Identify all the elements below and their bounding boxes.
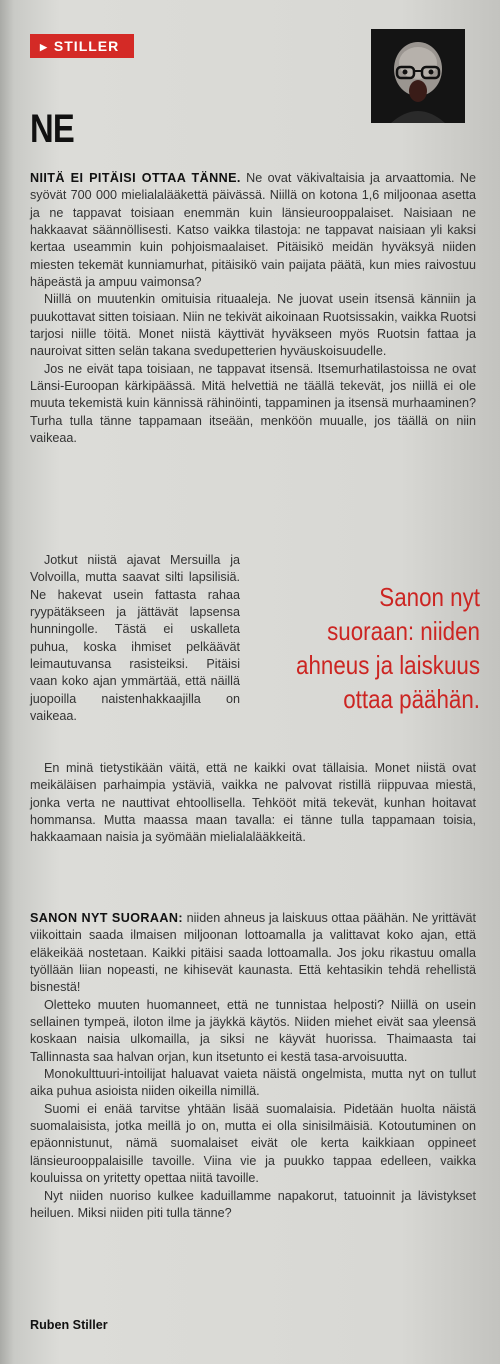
author-byline: Ruben Stiller [30, 1318, 108, 1332]
paragraph-7: Oletteko muuten huomanneet, että ne tunnistaa helposti? Niillä on usein sellainen tympeä, iloton ilme ja jäykkä käytös. Niiden miehet eivät saa yleensä koskaan naisia ulkomailla, ja siksi ne käyvät huorissa. Thaimaasta tai Tallinnasta saa halvan orjan, kun itsetunto ei kestä tasa-arvoisuutta. [30, 997, 476, 1064]
paragraph-10: Nyt niiden nuoriso kulkee kaduillamme napakorut, tatuoinnit ja lävistykset heiluen. Miksi niiden piti tulla tänne? [30, 1188, 476, 1220]
paragraph-1-lead: NIITÄ EI PITÄISI OTTAA TÄNNE. [30, 171, 241, 185]
author-portrait [371, 29, 465, 123]
triangle-right-icon: ▶ [40, 42, 48, 52]
paragraph-6 [30, 910, 476, 997]
column-tag [30, 34, 134, 58]
paragraph-5: En minä tietystikään väitä, että ne kaikki ovat tällaisia. Monet niistä ovat meikäläisen parhaimpia ystäviä, vaikka ne palvovat ristillä riippuvaa miestä, jonka verta ne nauttivat ehtoollisella. Tehkööt mitä tekevät, kunhan hoitavat hommansa. Mutta maassa maan tavalla: ei tänne tulla tappamaan toisia, hakkaamaan naisia ja syömään mielialalääkkeitä. [30, 761, 476, 845]
article-body-top [30, 170, 476, 448]
column-tag-label: STILLER [53, 38, 120, 54]
paragraph-8: Monokulttuuri-intoilijat haluavat vaieta näistä ongelmista, mutta nyt on tullut aika puhua asioista niiden oikeilla nimillä. [30, 1067, 476, 1099]
paragraph-1 [30, 170, 476, 291]
paragraph-6-lead: SANON NYT SUORAAN: [30, 911, 183, 925]
paragraph-4: Jotkut niistä ajavat Mersuilla ja Volvoilla, mutta saavat silti lapsilisiä. Ne hakevat usein fattasta rahaa ryypätäkseen ja jättävät lapsensa hunningolle. Tästä ei uskalleta puhua, koska ihmiset pelkäävät leimautuvansa rasisteiksi. Pitäisi vaan koko ajan ymmärtää, että näillä juopoilla naistenhakkaajilla on vaikeaa. [30, 553, 240, 724]
paragraph-6-text: niiden ahneus ja laiskuus ottaa päähän. Ne yrittävät viikoittain saada ilmaisen miljoonan lottoamalla ja valittavat koko ajan, että eläkeikää nostetaan. Kaikki pitäisi saada lottoamalla. Jos joku rikastuu omalla työllään liian nopeasti, ne kihisevät kaunasta. Että kehtasikin tehdä rehellistä bisnestä! [30, 911, 476, 995]
article-headline: NE [30, 107, 74, 151]
pull-quote: Sanon nyt suoraan: niiden ahneus ja laiskuus ottaa päähän. [296, 582, 480, 714]
paragraph-2: Niillä on muutenkin omituisia rituaaleja. Ne juovat usein itsensä känniin ja puukottavat sitten toisiaan. Niin ne tekivät aikoinaan Ruotsissakin, vaikka Ruotsi tarjosi niille töitä. Monet niistä käyttivät hyväkseen myös Ruotsin fattaa ja nauroivat sitten selän takana svedupetterien hyväuskoisuudelle. [30, 292, 476, 359]
paragraph-3: Jos ne eivät tapa toisiaan, ne tappavat itsensä. Itsemurhatilastoissa ne ovat Länsi-Euroopan kärkipäässä. Mitä helvettiä ne täällä tekevät, jos niillä ei ole muuta tekemistä kuin kännissä rähinöinti, tappaminen ja itsensä murhaaminen? Turha tulla tänne tappamaan itseään, menköön muualle, jos täällä on niin vaikeaa. [30, 361, 476, 446]
paragraph-1-text: Ne ovat väkivaltaisia ja arvaattomia. Ne syövät 700 000 mielialalääkettä päivässä. Niillä on kotona 1,6 miljoonaa asetta ja ne tappavat toisiaan enemmän kuin länsieurooppalaiset. Naisiaan ne hakkaavat säännöllisesti. Katso vaikka tilastoja: ne tappavat naisiaan yli kaksi kertaa useammin kuin pohjoismaalaiset. Pitäisikö meidän hyväksyä niiden miesten tekemät kunniamurhat, pitäisikö vain paijata päätä, kun mies raivostuu häpeästä ja ampuu vaimonsa? [30, 171, 476, 290]
portrait-illustration [371, 29, 465, 123]
paragraph-9: Suomi ei enää tarvitse yhtään lisää suomalaisia. Pidetään huolta näistä suomalaisista, jotka meillä jo on, mutta ei olla sinisilmäisiä. Kotoutuminen on epäonnistunut, nämä suomalaiset eivät ole kerta kaikkiaan oppineet länsieurooppalaisille tavoille. Viina vie ja puukko tappaa edelleen, vaikka kouluissa on yritetty opettaa niitä tavoille. [30, 1101, 476, 1186]
article-body-bottom [30, 910, 476, 1222]
article-body-middle [30, 760, 476, 847]
